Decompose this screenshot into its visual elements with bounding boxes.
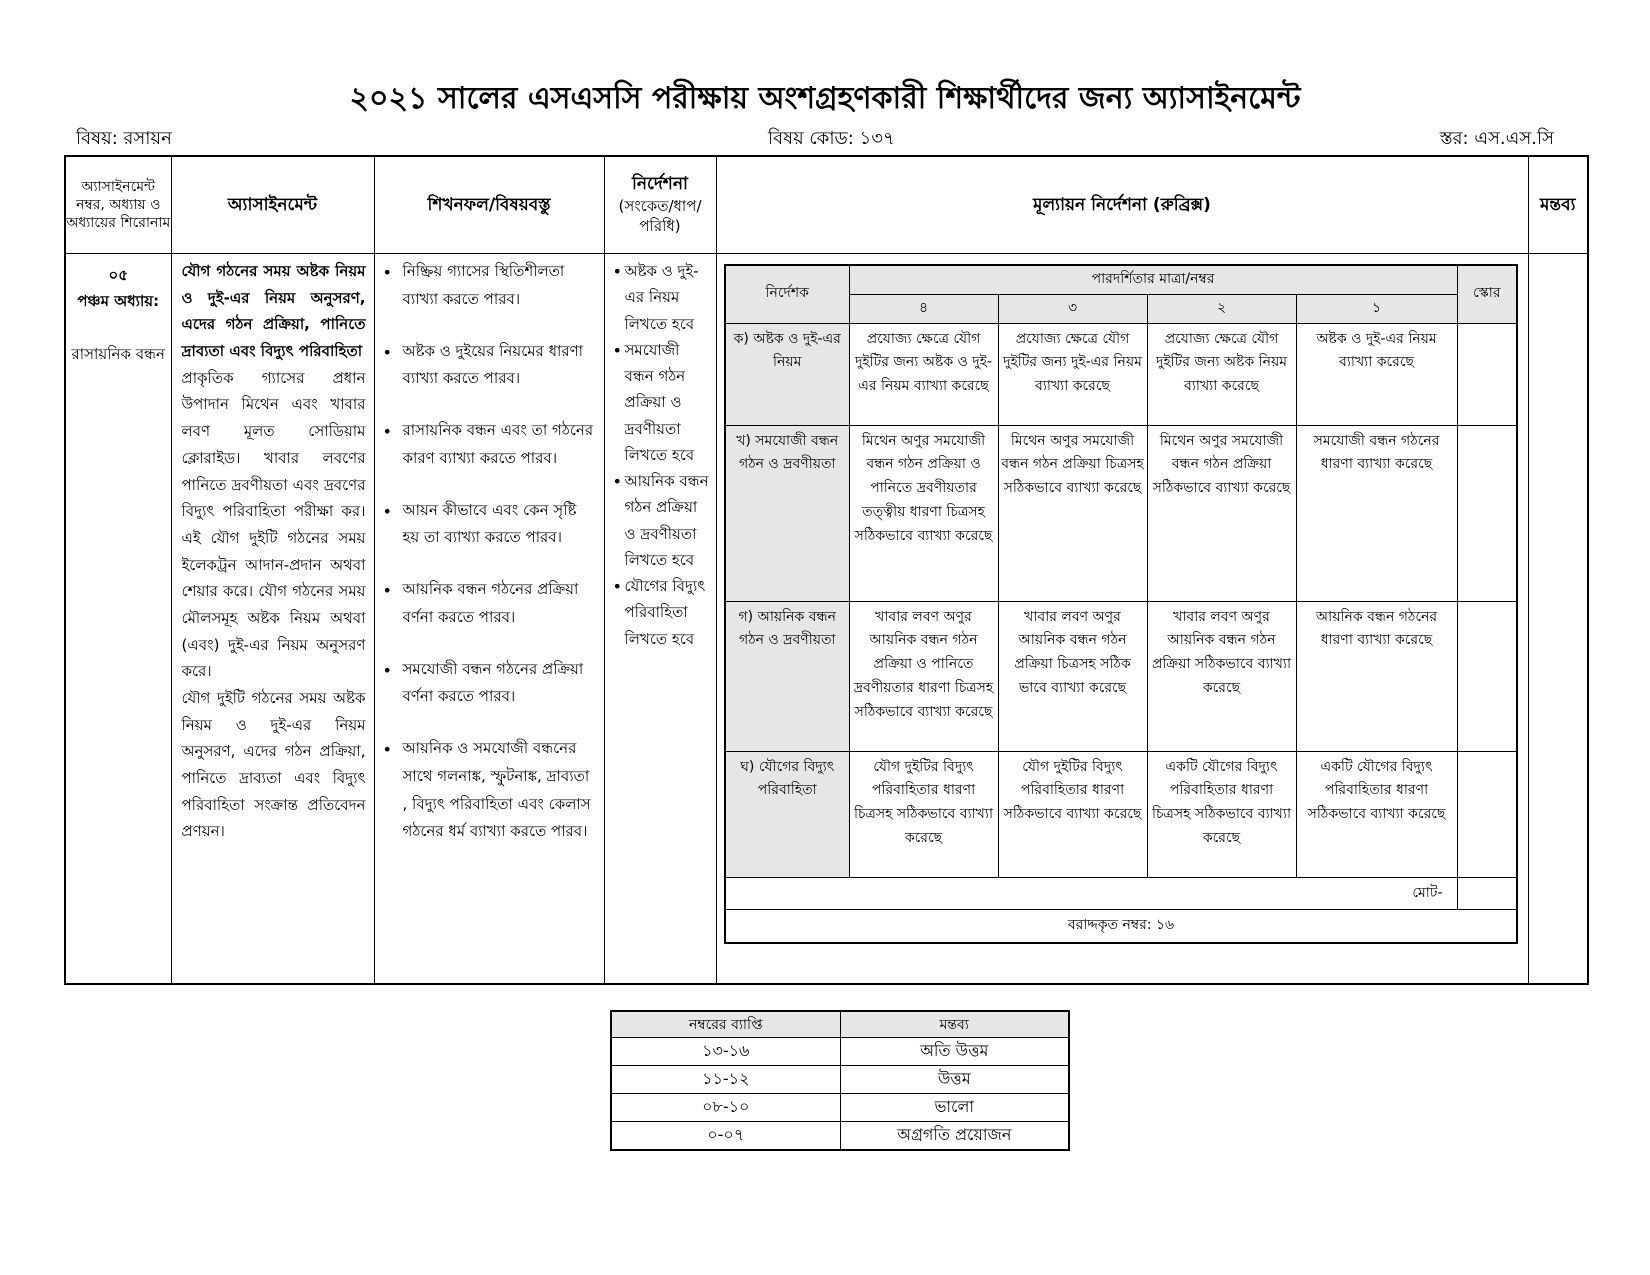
subject-label: বিষয়: রসায়ন <box>76 128 172 149</box>
instruction-item: • অষ্টক ও দুই-এর নিয়ম লিখতে হবে <box>609 258 712 337</box>
rubric-cell: মিথেন অণুর সমযোজী বন্ধন গঠন প্রক্রিয়া ও পানিতে দ্রবণীয়তার তত্ত্বীয় ধারণা চিত্রসহ সঠিকভাবে ব্যাখ্যা করেছে <box>849 425 998 601</box>
assignment-body: প্রাকৃতিক গ্যাসের প্রধান উপাদান মিথেন এবং খাবার লবণ মূলত সোডিয়াম ক্লোরাইড। খাবার লবণের পানিতে দ্রবণীয়তা এবং দ্রবণের বিদ্যুৎ পরিবাহিতা পরীক্ষা কর। এই যৌগ দুইটি গঠনের সময় ইলেকট্রন আদান-প্রদান অথবা শেয়ার করে। যৌগ গঠনের সময় মৌলসমূহ অষ্টক নিয়ম অথবা (এবং) দুই-এর নিয়ম অনুসরণ করে। <box>181 368 366 681</box>
assignment-heading: যৌগ গঠনের সময় অষ্টক নিয়ম ও দুই-এর নিয়ম অনুসরণ, এদের গঠন প্রক্রিয়া, পানিতে দ্রাব্যতা এবং বিদ্যুৎ পরিবাহিতা <box>181 262 366 361</box>
scale-remark: অতি উত্তম <box>840 1038 1069 1066</box>
outcome-item: • সমযোজী বন্ধন গঠনের প্রক্রিয়া বর্ণনা করতে পারব। <box>379 656 598 712</box>
rubric-cell: অষ্টক ও দুই-এর নিয়ম ব্যাখ্যা করেছে <box>1296 323 1457 425</box>
rubric-cell: যৌগ দুইটির বিদ্যুৎ পরিবাহিতার ধারণা সঠিকভাবে ব্যাখ্যা করেছে <box>998 751 1147 877</box>
scale-row <box>611 1066 1069 1094</box>
rubric-cell: খাবার লবণ অণুর আয়নিক বন্ধন গঠন প্রক্রিয়া সঠিকভাবে ব্যাখ্যা করেছে <box>1147 601 1296 751</box>
chapter-title: রাসায়নিক বন্ধন <box>71 344 165 363</box>
outcome-item: • আয়নিক বন্ধন গঠনের প্রক্রিয়া বর্ণনা করতে পারব। <box>379 576 598 632</box>
scale-remark: ভালো <box>840 1094 1069 1122</box>
rubric-score-cell <box>1457 425 1517 601</box>
level-label: স্তর: এস.এস.সি <box>1439 128 1554 149</box>
rubric-score-header: স্কোর <box>1457 265 1517 323</box>
header-learning-outcomes: শিখনফল/বিষয়বস্তু <box>374 156 604 254</box>
page-title: ২০২১ সালের এসএসসি পরীক্ষায় অংশগ্রহণকারী শিক্ষার্থীদের জন্য অ্যাসাইনমেন্ট <box>349 81 1301 116</box>
rubric-level-2: ২ <box>1147 294 1296 323</box>
instructions-list <box>609 258 712 652</box>
rubric-cell: সমযোজী বন্ধন গঠনের ধারণা ব্যাখ্যা করেছে <box>1296 425 1457 601</box>
instruction-item: • সমযোজী বন্ধন গঠন প্রক্রিয়া ও দ্রবণীয়তা লিখতে হবে <box>609 337 712 468</box>
rubric-score-cell <box>1457 323 1517 425</box>
scale-range: ১১-১২ <box>611 1066 840 1094</box>
subject-code-label: বিষয় কোড: ১৩৭ <box>768 128 895 149</box>
scale-row <box>611 1038 1069 1066</box>
rubric-cell: আয়নিক বন্ধন গঠনের ধারণা ব্যাখ্যা করেছে <box>1296 601 1457 751</box>
rubric-indicator: ক) অষ্টক ও দুই-এর নিয়ম <box>725 323 849 425</box>
rubric-cell: একটি যৌগের বিদ্যুৎ পরিবাহিতার ধারণা চিত্রসহ সঠিকভাবে ব্যাখ্যা করেছে <box>1147 751 1296 877</box>
rubric-indicator: খ) সমযোজী বন্ধন গঠন ও দ্রবণীয়তা <box>725 425 849 601</box>
header-assignment: অ্যাসাইনমেন্ট <box>171 156 374 254</box>
chapter-cell <box>65 254 171 985</box>
rubric-total-cell <box>1457 877 1517 910</box>
assignment-number: ০৫ <box>108 266 128 284</box>
rubric-cell: প্রযোজ্য ক্ষেত্রে যৌগ দুইটির জন্য অষ্টক ও দুই-এর নিয়ম ব্যাখ্যা করেছে <box>849 323 998 425</box>
rubric-indicator: ঘ) যৌগের বিদ্যুৎ পরিবাহিতা <box>725 751 849 877</box>
rubric-level-3: ৩ <box>998 294 1147 323</box>
rubric-level-4: ৪ <box>849 294 998 323</box>
scale-range: ১৩-১৬ <box>611 1038 840 1066</box>
rubric-row <box>725 323 1517 425</box>
rubric-cell: খাবার লবণ অণুর আয়নিক বন্ধন গঠন প্রক্রিয়া ও পানিতে দ্রবণীয়তার ধারণা চিত্রসহ সঠিকভাবে ব্যাখ্যা করেছে <box>849 601 998 751</box>
rubric-total-label: মোট- <box>725 877 1457 910</box>
assignment-task: যৌগ দুইটি গঠনের সময় অষ্টক নিয়ম ও দুই-এর নিয়ম অনুসরণ, এদের গঠন প্রক্রিয়া, পানিতে দ্রাব্যতা এবং বিদ্যুৎ পরিবাহিতা সংক্রান্ত প্রতিবেদন প্রণয়ন। <box>181 689 366 841</box>
header-instructions <box>604 156 716 254</box>
rubric-cell: প্রযোজ্য ক্ষেত্রে যৌগ দুইটির জন্য দুই-এর নিয়ম ব্যাখ্যা করেছে <box>998 323 1147 425</box>
outcome-item: • আয়নিক ও সমযোজী বন্ধনের সাথে গলনাঙ্ক, স্ফুটনাঙ্ক, দ্রাব্যতা , বিদ্যুৎ পরিবাহিতা এবং কেলাস গঠনের ধর্ম ব্যাখ্যা করতে পারব। <box>379 735 598 846</box>
remarks-cell <box>1528 254 1588 985</box>
outcome-item: • নিষ্ক্রিয় গ্যাসের স্থিতিশীলতা ব্যাখ্যা করতে পারব। <box>379 258 598 314</box>
rubric-table <box>724 264 1518 944</box>
scale-range-header: নম্বরের ব্যাপ্তি <box>611 1011 840 1038</box>
rubric-score-cell <box>1457 601 1517 751</box>
outcomes-list <box>379 258 598 846</box>
scale-row <box>611 1094 1069 1122</box>
scale-remark: উত্তম <box>840 1066 1069 1094</box>
rubric-cell: মিথেন অণুর সমযোজী বন্ধন গঠন প্রক্রিয়া চিত্রসহ সঠিকভাবে ব্যাখ্যা করেছে <box>998 425 1147 601</box>
outcomes-cell <box>374 254 604 985</box>
outcome-item: • অষ্টক ও দুইয়ের নিয়মের ধারণা ব্যাখ্যা করতে পারব। <box>379 338 598 394</box>
instructions-cell <box>604 254 716 985</box>
scale-row <box>611 1122 1069 1151</box>
rubric-indicator-header: নির্দেশক <box>725 265 849 323</box>
rubric-cell: মিথেন অণুর সমযোজী বন্ধন গঠন প্রক্রিয়া সঠিকভাবে ব্যাখ্যা করেছে <box>1147 425 1296 601</box>
rubric-cell: প্রযোজ্য ক্ষেত্রে যৌগ দুইটির জন্য অষ্টক নিয়ম ব্যাখ্যা করেছে <box>1147 323 1296 425</box>
header-instructions-sub: (সংকেত/ধাপ/ পরিধি) <box>618 197 702 236</box>
rubric-indicator: গ) আয়নিক বন্ধন গঠন ও দ্রবণীয়তা <box>725 601 849 751</box>
chapter-label: পঞ্চম অধ্যায়: <box>77 292 160 311</box>
rubric-level-header: পারদর্শিতার মাত্রা/নম্বর <box>849 265 1457 294</box>
rubric-cell: যৌগ দুইটির বিদ্যুৎ পরিবাহিতার ধারণা চিত্রসহ সঠিকভাবে ব্যাখ্যা করেছে <box>849 751 998 877</box>
outcome-item: • রাসায়নিক বন্ধন এবং তা গঠনের কারণ ব্যাখ্যা করতে পারব। <box>379 417 598 473</box>
header-instructions-title: নির্দেশনা <box>632 174 688 195</box>
header-assignment-number: অ্যাসাইনমেন্ট নম্বর, অধ্যায় ও অধ্যায়ের শিরোনাম <box>65 156 171 254</box>
rubric-row <box>725 751 1517 877</box>
rubric-level-1: ১ <box>1296 294 1457 323</box>
header-remarks: মন্তব্য <box>1528 156 1588 254</box>
rubric-row <box>725 425 1517 601</box>
outcome-item: • আয়ন কীভাবে এবং কেন সৃষ্টি হয় তা ব্যাখ্যা করতে পারব। <box>379 497 598 553</box>
instruction-item: • আয়নিক বন্ধন গঠন প্রক্রিয়া ও দ্রবণীয়তা লিখতে হবে <box>609 468 712 573</box>
scale-remark: অগ্রগতি প্রয়োজন <box>840 1122 1069 1151</box>
scale-remark-header: মন্তব্য <box>840 1011 1069 1038</box>
header-evaluation: মূল্যায়ন নির্দেশনা (রুব্রিক্স) <box>716 156 1528 254</box>
rubric-row <box>725 601 1517 751</box>
rubric-allotted-marks: বরাদ্দকৃত নম্বর: ১৬ <box>725 910 1517 943</box>
assignment-cell <box>171 254 374 985</box>
scale-range: ০৮-১০ <box>611 1094 840 1122</box>
instruction-item: • যৌগের বিদ্যুৎ পরিবাহিতা লিখতে হবে <box>609 573 712 652</box>
rubric-cell: একটি যৌগের বিদ্যুৎ পরিবাহিতার ধারণা সঠিকভাবে ব্যাখ্যা করেছে <box>1296 751 1457 877</box>
score-scale-table <box>610 1010 1070 1151</box>
rubric-score-cell <box>1457 751 1517 877</box>
scale-range: ০-০৭ <box>611 1122 840 1151</box>
rubric-cell: খাবার লবণ অণুর আয়নিক বন্ধন গঠন প্রক্রিয়া চিত্রসহ সঠিক ভাবে ব্যাখ্যা করেছে <box>998 601 1147 751</box>
